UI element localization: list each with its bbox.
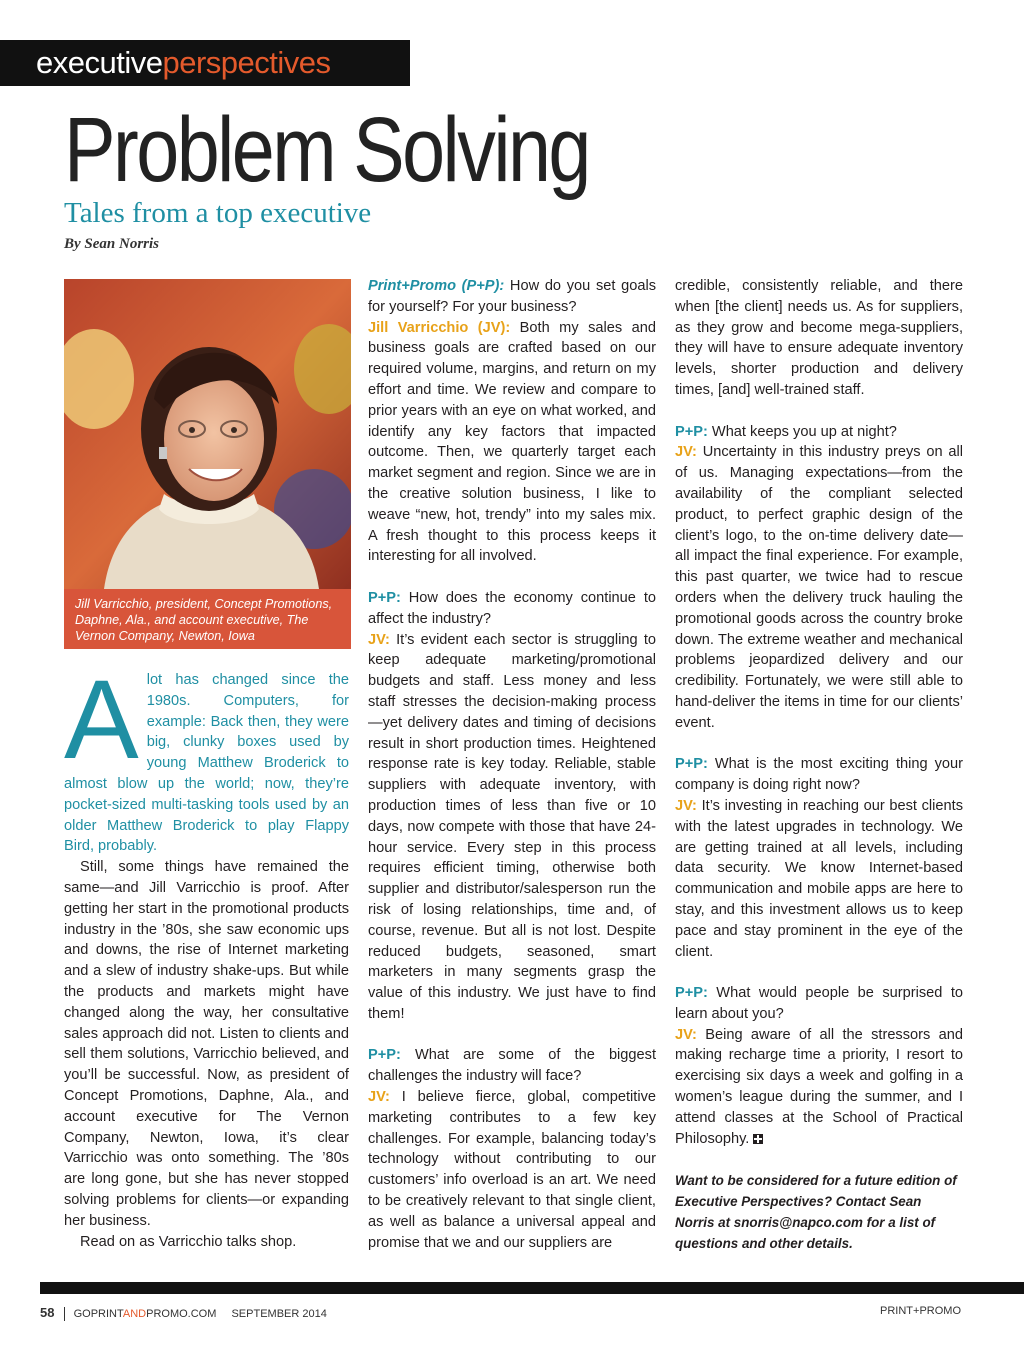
answer-label: JV: bbox=[675, 1026, 697, 1043]
continued-answer: credible, consistently reliable, and there when [the client] needs us. As for suppliers, as they grow and become mega-suppliers, they will have to ensure adequate inventory levels, shorter production and delivery times, [and] well-trained staff. bbox=[675, 278, 963, 398]
question-text: What would people be surprised to learn about you? bbox=[675, 985, 963, 1022]
answer-text: Being aware of all the stressors and making recharge time a priority, I resort to exercising six days a week and golfing in a women’s league during the summer, and I attend classes at the School of Practical Philosophy. bbox=[675, 1026, 963, 1147]
answer-label: JV: bbox=[368, 631, 390, 648]
section-title bbox=[36, 45, 331, 81]
website-link[interactable] bbox=[74, 1308, 217, 1320]
byline: By Sean Norris bbox=[64, 236, 160, 252]
question-label: P+P: bbox=[675, 985, 708, 1002]
answer-label: JV: bbox=[368, 1089, 390, 1106]
contact-note: Want to be considered for a future edition of Executive Perspectives? Contact Sean Norris at snorris@napco.com for a list of questions and other details. bbox=[675, 1173, 957, 1252]
answer-text: It’s investing in reaching our best clients with the latest upgrades in technology. We are getting trained at all levels, including data security. We know Internet-based communication and mobile apps are here to stay, and this investment allows us to keep pace and stay prominent in the eye of the client. bbox=[675, 797, 963, 960]
section-word-perspectives: perspectives bbox=[162, 45, 331, 80]
footer-left bbox=[40, 1305, 327, 1321]
answer-text: I believe fierce, global, competitive marketing contributes to a few key challenges. For example, balancing today’s technology without contributing to our customers’ info overload is an art. We need to be creatively relevant to that single client, as well as balance a universal appeal and promise that we and our suppliers are bbox=[368, 1089, 656, 1251]
question-label: P+P: bbox=[675, 756, 708, 773]
site-part-1: GOPRINT bbox=[73, 1308, 123, 1320]
intro-paragraph-1 bbox=[64, 657, 349, 857]
end-of-article-icon bbox=[753, 1134, 763, 1144]
intro-paragraph-2: Still, some things have remained the same—and Jill Varricchio is proof. After getting her start in the promotional products industry in the ’80s, she saw economic ups and downs, the rise of Internet marketing and a slew of industry shake-ups. But while the products and markets might have changed along the way, her consultative sales approach did not. Listen to clients and sell them solutions, Varricchio believed, and you’ll be successful. Now, as president of Concept Promotions, Daphne, Ala., and account executive for The Vernon Company, Newton, Iowa, it’s clear Varricchio was onto something. The ’80s are long gone, but she has never stopped solving problems for clients—or expanding her business. bbox=[64, 859, 349, 1229]
photo-caption: Jill Varricchio, president, Concept Promotions, Daphne, Ala., and account executive, The Vernon Company, Newton, Iowa bbox=[75, 597, 333, 643]
qa-item bbox=[368, 588, 656, 630]
question-text: What is the most exciting thing your company is doing right now? bbox=[675, 756, 963, 794]
qa-answer bbox=[675, 442, 963, 733]
question-text: What keeps you up at night? bbox=[707, 423, 897, 440]
answer-label: JV: bbox=[675, 444, 697, 461]
site-part-2: AND bbox=[122, 1308, 147, 1320]
qa-item bbox=[368, 276, 656, 318]
qa-item bbox=[368, 1045, 656, 1087]
qa-answer bbox=[675, 1025, 963, 1150]
question-text: How does the economy continue to affect the industry? bbox=[368, 589, 656, 627]
answer-label: Jill Varricchio (JV): bbox=[368, 319, 511, 336]
section-banner bbox=[0, 40, 410, 86]
page-number: 58 bbox=[40, 1305, 55, 1320]
drop-cap: A bbox=[64, 657, 139, 782]
intro-column bbox=[64, 657, 349, 1252]
magazine-name: PRINT+PROMO bbox=[880, 1305, 961, 1317]
answer-text: Uncertainty in this industry preys on all of us. Managing expectations—from the availability of the compliant selected product, to perfect graphic design of the client’s logo, to the on-time delivery date—all impact the final experience. For example, this past quarter, we twice had to rescue orders when the delivery truck hauling the promotional goods across the country broke down. The extreme weather and mechanical problems jeopardized delivery and our credibility. Fortunately, we were still able to hand-deliver the items in time for our clients’ event. bbox=[675, 444, 963, 731]
qa-column-right bbox=[675, 276, 963, 1254]
answer-text: It’s evident each sector is struggling to keep adequate marketing/promotional budgets and staff. Less money and less staff stresses the decision-making process—yet delivery dates and timing of decisions result in short production times. Heightened response rate is key today. Reliable, stable suppliers with adequate inventory, with production times of less than five or 10 days, now compete with those that have 24-hour service. Every step in this process requires efficient timing, otherwise both supplier and distributor/salesperson run the risk of losing relationships, time and, of course, revenue. But all is not lost. Despite reduced budgets, seasoned, smart marketers in many segments grasp the value of this industry. We just have to find them! bbox=[368, 631, 656, 1022]
answer-label: JV: bbox=[675, 797, 697, 814]
portrait-photo bbox=[64, 279, 351, 589]
question-label: P+P: bbox=[368, 1047, 401, 1064]
headline: Problem Solving bbox=[64, 99, 589, 201]
photo-block bbox=[64, 279, 351, 649]
qa-answer bbox=[368, 630, 656, 1025]
qa-answer bbox=[368, 1087, 656, 1253]
answer-text: Both my sales and business goals are crafted based on our required volume, margins, and return on my effort and time. We review and compare to prior years with an eye on what worked, and identify any key factors that impacted outcome. Then, we quarterly target each market segment and region. Since we are in the creative solution business, I like to weave “new, hot, trendy” into my sales mix. A fresh thought to this process keeps it interesting for all involved. bbox=[368, 319, 656, 565]
question-text: How do you set goals for yourself? For your business? bbox=[368, 278, 657, 315]
qa-answer bbox=[368, 318, 656, 568]
footer-bar bbox=[40, 1282, 1024, 1294]
question-label: P+P: bbox=[675, 423, 708, 440]
subheadline: Tales from a top executive bbox=[64, 197, 372, 229]
site-part-3: PROMO.COM bbox=[146, 1308, 217, 1320]
qa-item bbox=[675, 422, 963, 443]
section-word-executive: executive bbox=[36, 45, 163, 80]
qa-answer bbox=[675, 796, 963, 962]
qa-item bbox=[675, 983, 963, 1025]
question-label: P+P: bbox=[368, 589, 401, 606]
question-text: What are some of the biggest challenges the industry will face? bbox=[368, 1047, 656, 1085]
question-label: Print+Promo (P+P): bbox=[368, 278, 505, 294]
intro-lead-text: lot has changed since the 1980s. Computers, for example: Back then, they were big, clunky boxes used by young Matthew Broderick to almost blow up the world; now, they’re pocket-sized multi-tasking tools used by an older Matthew Broderick to play Flappy Bird, probably. bbox=[64, 672, 349, 855]
qa-column-middle bbox=[368, 276, 656, 1253]
issue-date: SEPTEMBER 2014 bbox=[231, 1308, 327, 1320]
intro-paragraph-3: Read on as Varricchio talks shop. bbox=[80, 1233, 297, 1250]
qa-item bbox=[675, 754, 963, 796]
